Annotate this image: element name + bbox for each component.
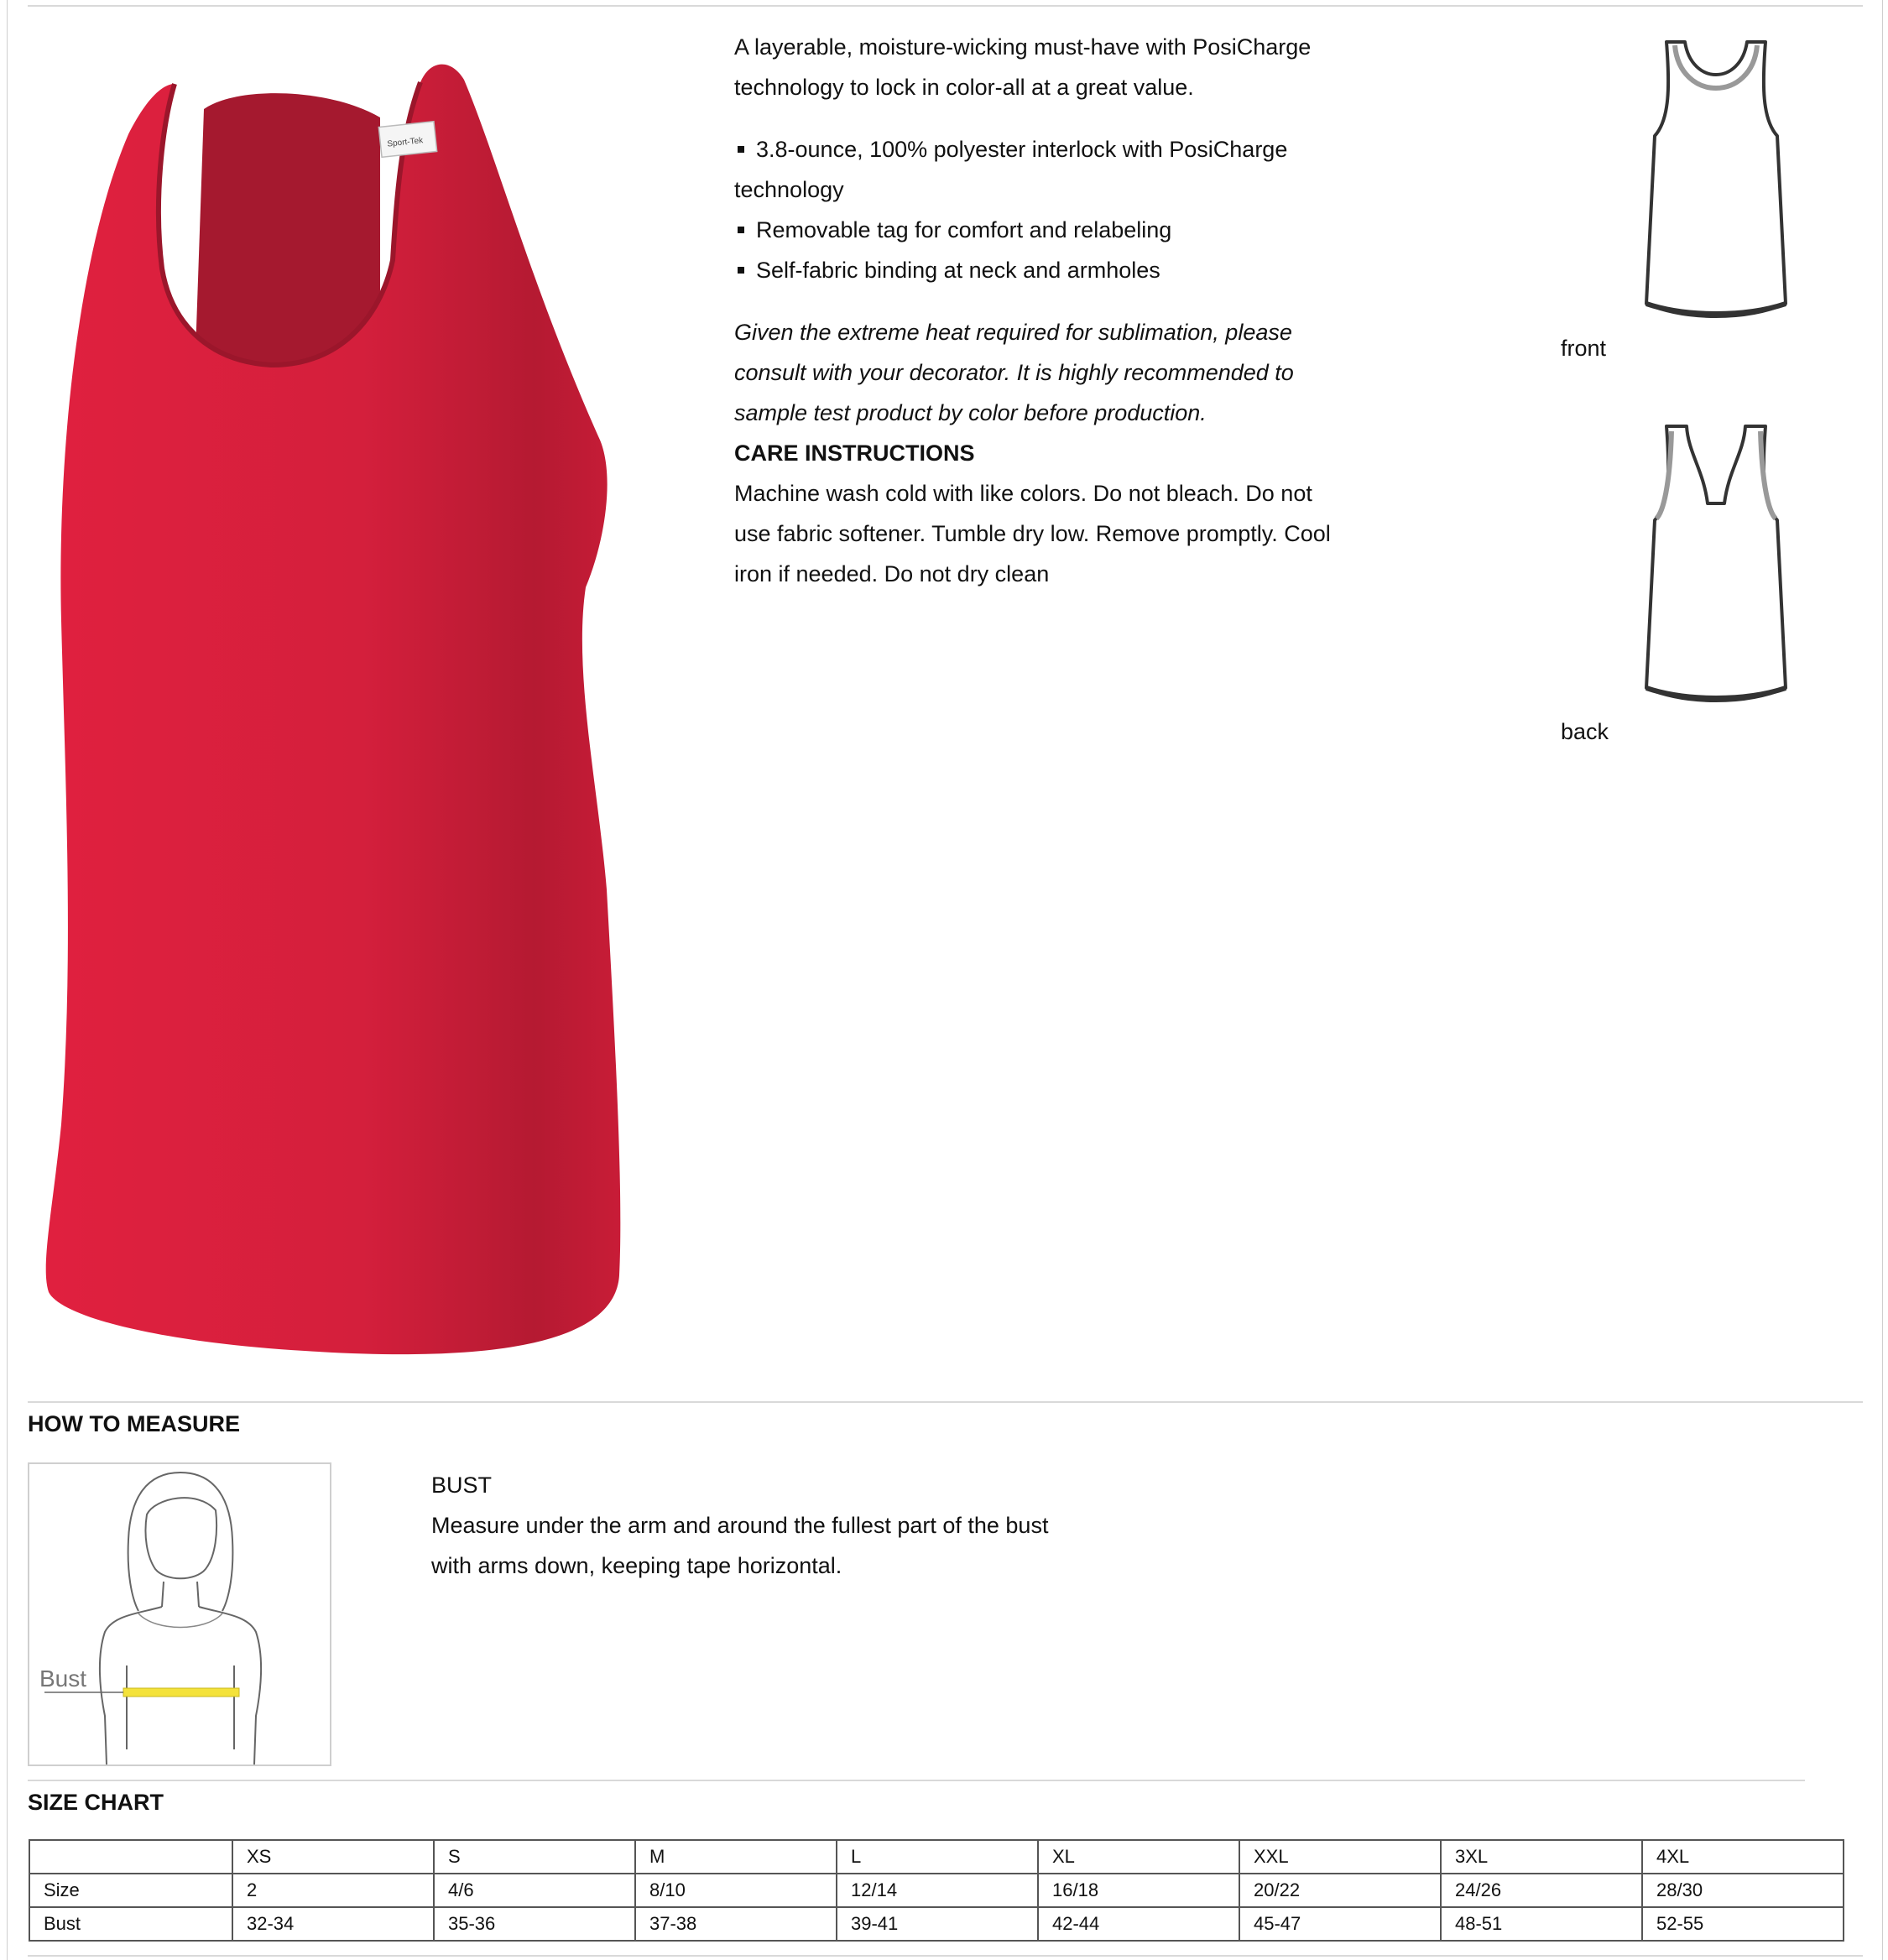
top-divider [28,5,1863,7]
product-description [734,27,1338,594]
measure-text: Measure under the arm and around the fullest part of the bust with arms down, keeping tape horizontal. [431,1513,1049,1578]
front-flat-sketch [1636,35,1796,329]
bullet-icon [738,227,744,233]
table-cell: 28/30 [1642,1874,1844,1907]
table-header-cell: XL [1038,1840,1239,1874]
table-cell: 4/6 [434,1874,635,1907]
table-cell: 39-41 [837,1907,1038,1941]
table-cell: 42-44 [1038,1907,1239,1941]
bottom-divider [28,1955,1863,1957]
bullet-icon [738,146,744,153]
back-flat-sketch [1636,420,1796,713]
feature-text: Removable tag for comfort and relabeling [756,217,1172,242]
section-divider [28,1401,1863,1403]
feature-list [734,129,1338,290]
table-cell: 52-55 [1642,1907,1844,1941]
table-cell: Size [29,1874,232,1907]
bullet-icon [738,267,744,274]
table-cell: 2 [232,1874,434,1907]
size-chart-heading: SIZE CHART [28,1790,164,1815]
table-header-cell [29,1840,232,1874]
table-header-cell: 4XL [1642,1840,1844,1874]
feature-text: Self-fabric binding at neck and armholes [756,258,1160,283]
table-row [29,1874,1844,1907]
care-heading: CARE INSTRUCTIONS [734,440,975,466]
table-cell: 24/26 [1441,1874,1642,1907]
table-cell: Bust [29,1907,232,1941]
sublimation-note: Given the extreme heat required for sublimation, please consult with your decorator. It is highly recommended to sample test product by color before production. [734,320,1294,425]
table-header-cell: XXL [1239,1840,1441,1874]
table-cell: 8/10 [635,1874,837,1907]
description-intro: A layerable, moisture-wicking must-have with PosiCharge technology to lock in color-all at a great value. [734,34,1312,100]
table-cell: 16/18 [1038,1874,1239,1907]
feature-text: 3.8-ounce, 100% polyester interlock with PosiCharge technology [734,137,1288,202]
table-cell: 35-36 [434,1907,635,1941]
table-header-cell: M [635,1840,837,1874]
table-cell: 37-38 [635,1907,837,1941]
feature-item [734,129,1338,210]
table-header-cell: XS [232,1840,434,1874]
table-header-row [29,1840,1844,1874]
feature-item [734,250,1338,290]
measure-diagram-box [28,1462,331,1766]
care-text: Machine wash cold with like colors. Do not bleach. Do not use fabric softener. Tumble dry low. Remove promptly. Cool iron if needed. Do not dry clean [734,481,1331,586]
bust-measure-diagram [29,1464,330,1765]
how-to-measure-heading: HOW TO MEASURE [28,1411,241,1436]
front-label: front [1561,336,1607,361]
table-header-cell: S [434,1840,635,1874]
product-image [28,34,632,1393]
table-cell: 48-51 [1441,1907,1642,1941]
table-cell: 45-47 [1239,1907,1441,1941]
table-cell: 20/22 [1239,1874,1441,1907]
table-cell: 12/14 [837,1874,1038,1907]
measure-instructions [431,1465,1069,1586]
size-chart-table [29,1839,1844,1942]
product-tag-text: Sport-Tek [386,136,424,149]
bust-diagram-label: Bust [39,1665,87,1692]
section-divider [28,1780,1805,1781]
table-row [29,1907,1844,1941]
measure-title: BUST [431,1473,493,1498]
table-header-cell: L [837,1840,1038,1874]
feature-item [734,210,1338,250]
back-label: back [1561,719,1609,744]
table-cell: 32-34 [232,1907,434,1941]
table-header-cell: 3XL [1441,1840,1642,1874]
